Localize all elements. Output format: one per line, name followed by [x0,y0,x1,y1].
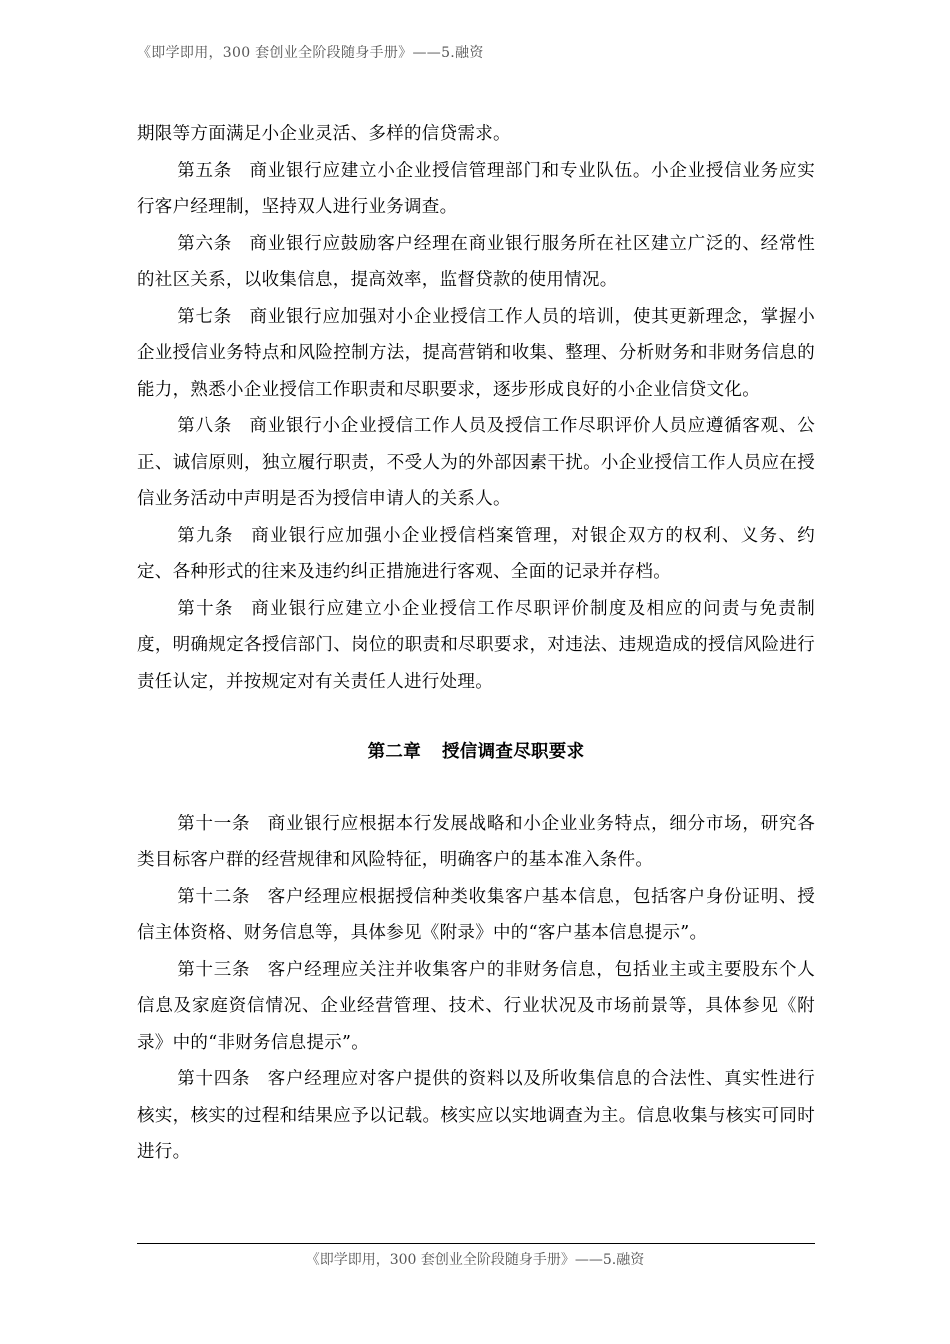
article-10 [137,591,815,701]
article-number: 第十一条 [177,813,251,834]
article-text: 客户经理应根据授信种类收集客户基本信息，包括客户身份证明、授信主体资格、财务信息等，具体参见《附录》中的“客户基本信息提示”。 [137,886,816,943]
article-number: 第十三条 [177,959,251,980]
article-number: 第七条 [177,306,233,327]
article-text: 商业银行应鼓励客户经理在商业银行服务所在社区建立广泛的、经常性的社区关系，以收集信息，提高效率，监督贷款的使用情况。 [137,233,815,290]
article-text: 商业银行应加强小企业授信档案管理，对银企双方的权利、义务、约定、各种形式的往来及违约纠正措施进行客观、全面的记录并存档。 [137,525,815,582]
page-footer: 《即学即用，300 套创业全阶段随身手册》——5.融资 [305,1252,645,1268]
article-text: 商业银行应建立小企业授信管理部门和专业队伍。小企业授信业务应实行客户经理制，坚持双人进行业务调查。 [137,160,815,217]
article-text: 商业银行应加强对小企业授信工作人员的培训，使其更新理念，掌握小企业授信业务特点和风险控制方法，提高营销和收集、整理、分析财务和非财务信息的能力，熟悉小企业授信工作职责和尽职要求，逐步形成良好的小企业信贷文化。 [137,306,815,400]
article-text: 客户经理应关注并收集客户的非财务信息，包括业主或主要股东个人信息及家庭资信情况、企业经营管理、技术、行业状况及市场前景等，具体参见《附录》中的“非财务信息提示”。 [137,959,816,1053]
page-header: 《即学即用，300 套创业全阶段随身手册》——5.融资 [137,45,484,61]
article-number: 第八条 [177,416,233,436]
article-number: 第六条 [177,233,233,254]
article-8 [137,408,815,518]
article-number: 第十四条 [177,1069,251,1089]
article-9 [137,518,815,591]
article-5 [137,153,815,226]
article-text: 客户经理应对客户提供的资料以及所收集信息的合法性、真实性进行核实，核实的过程和结果应予以记载。核实应以实地调查为主。信息收集与核实可同时进行。 [137,1069,816,1162]
chapter-number: 第二章 [367,742,421,762]
article-number: 第五条 [177,160,233,181]
paragraph-continuation [137,116,815,153]
article-7 [137,299,815,409]
article-number: 第九条 [177,525,234,546]
article-12 [137,879,815,952]
document-body [137,116,815,1171]
chapter-heading [137,734,815,771]
article-13 [137,952,815,1062]
article-number: 第十二条 [177,886,251,907]
chapter-title: 授信调查尽职要求 [442,742,585,762]
article-11 [137,806,815,879]
article-text: 商业银行小企业授信工作人员及授信工作尽职评价人员应遵循客观、公正、诚信原则，独立履行职责，不受人为的外部因素干扰。小企业授信工作人员应在授信业务活动中声明是否为授信申请人的关系人。 [137,416,815,509]
article-text: 商业银行应根据本行发展战略和小企业业务特点，细分市场，研究各类目标客户群的经营规律和风险特征，明确客户的基本准入条件。 [137,813,816,870]
article-6 [137,226,815,299]
article-number: 第十条 [177,598,234,619]
paragraph-text: 期限等方面满足小企业灵活、多样的信贷需求。 [137,124,511,144]
article-text: 商业银行应建立小企业授信工作尽职评价制度及相应的问责与免责制度，明确规定各授信部门、岗位的职责和尽职要求，对违法、违规造成的授信风险进行责任认定，并按规定对有关责任人进行处理。 [137,598,815,692]
article-14 [137,1061,815,1171]
footer-divider [137,1243,815,1244]
